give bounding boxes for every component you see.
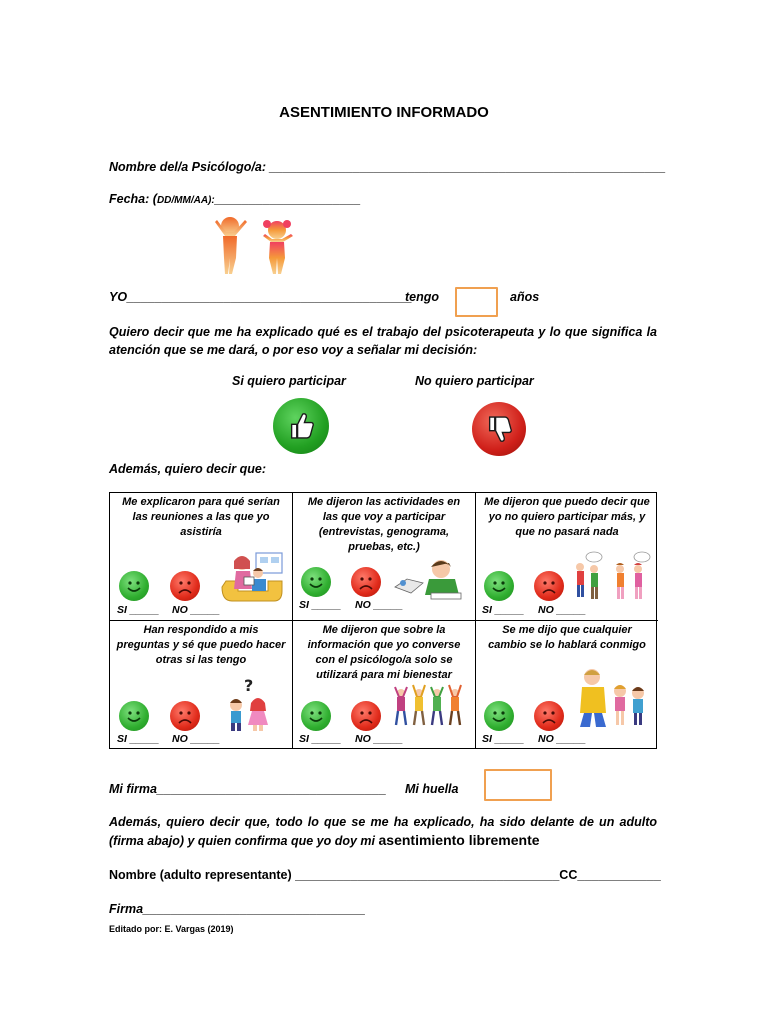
adult-paragraph-emphasis: asentimiento libremente: [378, 832, 540, 848]
sad-face-icon[interactable]: [170, 701, 200, 731]
si-line[interactable]: SI _____: [299, 733, 342, 745]
psychologist-name-line[interactable]: Nombre del/a Psicólogo/a: _________________________________________________________: [109, 160, 666, 174]
page-title: ASENTIMIENTO INFORMADO: [279, 104, 489, 121]
fingerprint-box[interactable]: [484, 769, 552, 801]
intro-paragraph: Quiero decir que me ha explicado qué es el trabajo del psicoterapeuta y lo que significa la atención que se me dará, o por eso voy a señalar mi decisión:: [109, 325, 657, 357]
reading-family-illustration: [218, 551, 288, 605]
question-kids-illustration: [222, 677, 278, 733]
sad-face-icon[interactable]: [534, 701, 564, 731]
jumping-kids-illustration: [393, 683, 473, 729]
date-format: DD/MM/AA):: [156, 195, 215, 206]
child-drawing-illustration: [393, 557, 467, 601]
cell-text: Me dijeron que sobre la información que yo converse con el psicólogo/a solo se utilizará para mi bienestar: [307, 624, 461, 681]
ademas-label: Además, quiero decir que:: [109, 462, 266, 476]
cell-text: Me explicaron para qué serían las reuniones a las que yo asistiría: [122, 496, 280, 538]
sad-face-icon[interactable]: [351, 567, 381, 597]
thumbs-down-icon[interactable]: [472, 402, 526, 456]
cell-text: Se me dijo que cualquier cambio se lo hablará conmigo: [488, 624, 646, 651]
cell-text: Me dijeron que puedo decir que yo no quiero participar más, y que no pasará nada: [484, 496, 650, 538]
grid-cell-3: [476, 493, 658, 621]
date-line[interactable]: [109, 192, 361, 206]
happy-face-icon[interactable]: [301, 701, 331, 731]
cell-text: Me dijeron las actividades en las que voy a participar (entrevistas, genograma, pruebas, etc.): [307, 496, 461, 553]
no-line[interactable]: NO _____: [355, 599, 403, 611]
adult-firma-line[interactable]: Firma________________________________: [109, 902, 366, 916]
adult-with-kids-illustration: [576, 665, 648, 733]
cell-text: Han respondido a mis preguntas y sé que puedo hacer otras si las tengo: [116, 624, 286, 666]
happy-face-icon[interactable]: [484, 571, 514, 601]
yo-name-line[interactable]: YO_________________________________________: [109, 290, 413, 304]
svg-text:?: ?: [244, 677, 254, 695]
grid-cell-5: [293, 621, 476, 748]
adult-name-line[interactable]: Nombre (adulto representante) ______________________________________CC____________: [109, 868, 661, 882]
adult-paragraph: [109, 813, 657, 850]
children-illustration: [205, 214, 305, 276]
no-line[interactable]: NO _____: [538, 733, 586, 745]
age-box[interactable]: [455, 287, 498, 317]
no-line[interactable]: NO _____: [172, 604, 220, 616]
happy-face-icon[interactable]: [119, 571, 149, 601]
si-line[interactable]: SI _____: [117, 604, 160, 616]
thumbs-up-icon[interactable]: [273, 398, 329, 454]
adult-paragraph-text: Además, quiero decir que, todo lo que se me ha explicado, ha sido delante de un adulto (firma abajo) y quien confirma que yo doy mi: [109, 815, 657, 848]
tengo-label: tengo: [405, 290, 440, 304]
grid-cell-1: [110, 493, 293, 621]
mi-firma-line[interactable]: Mi firma_________________________________: [109, 782, 387, 796]
si-line[interactable]: SI _____: [299, 599, 342, 611]
sad-face-icon[interactable]: [351, 701, 381, 731]
children-talking-illustration: [572, 551, 652, 603]
editor-credit: Editado por: E. Vargas (2019): [109, 924, 234, 934]
sad-face-icon[interactable]: [534, 571, 564, 601]
happy-face-icon[interactable]: [119, 701, 149, 731]
no-line[interactable]: NO _____: [172, 733, 220, 745]
grid-cell-2: [293, 493, 476, 621]
anos-label: años: [510, 290, 540, 304]
sad-face-icon[interactable]: [170, 571, 200, 601]
no-line[interactable]: NO _____: [355, 733, 403, 745]
consent-grid: [109, 492, 657, 749]
grid-cell-4: [110, 621, 293, 748]
mi-huella-label: Mi huella: [405, 782, 459, 796]
si-line[interactable]: SI _____: [117, 733, 160, 745]
date-label: Fecha: (: [109, 192, 157, 206]
si-line[interactable]: SI _____: [482, 604, 525, 616]
grid-cell-6: [476, 621, 658, 748]
happy-face-icon[interactable]: [484, 701, 514, 731]
happy-face-icon[interactable]: [301, 567, 331, 597]
date-blank: _____________________: [214, 192, 361, 206]
si-line[interactable]: SI _____: [482, 733, 525, 745]
yes-option-label: Si quiero participar: [232, 374, 346, 388]
no-line[interactable]: NO _____: [538, 604, 586, 616]
no-option-label: No quiero participar: [415, 374, 534, 388]
